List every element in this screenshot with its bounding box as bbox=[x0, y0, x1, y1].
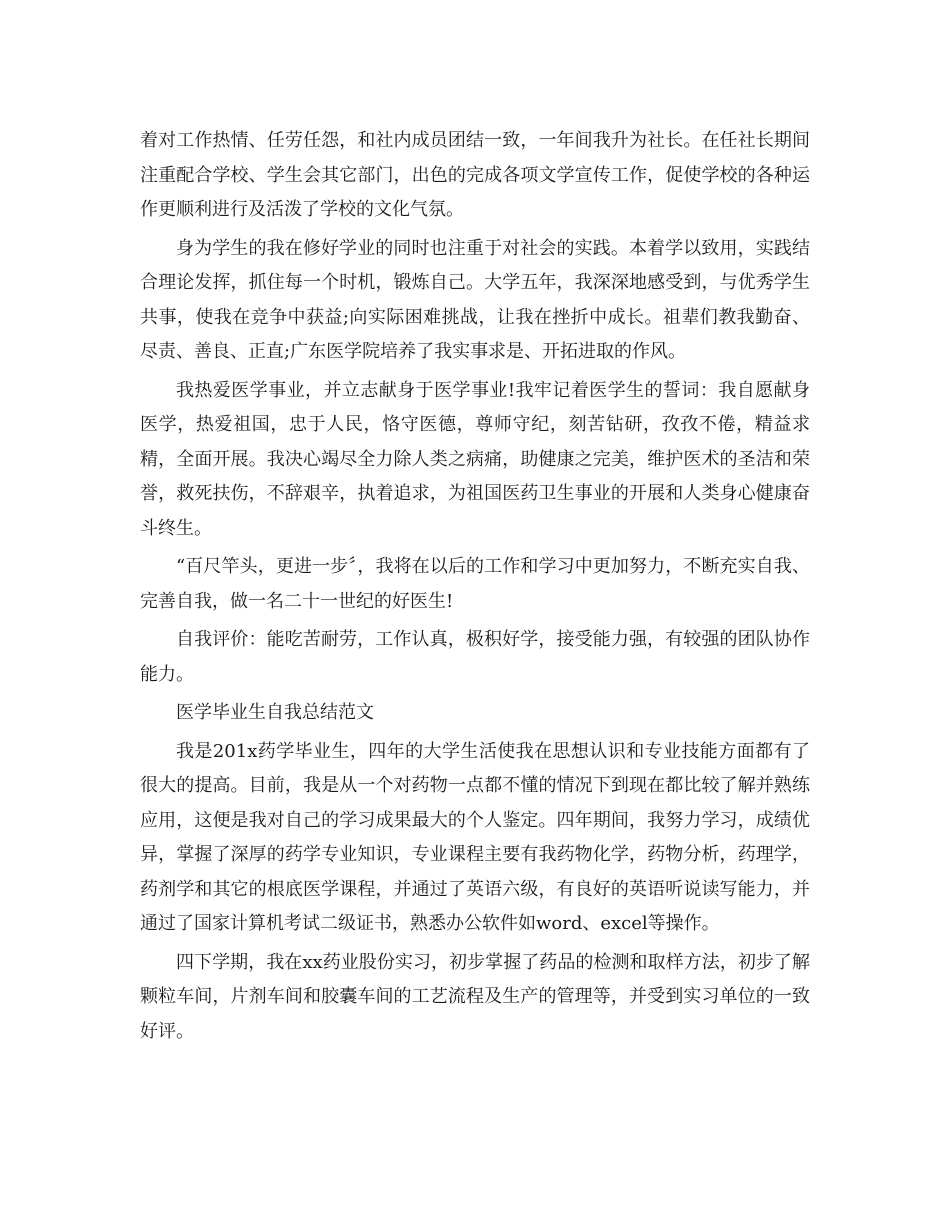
paragraph-medical-oath: 我热爱医学事业，并立志献身于医学事业!我牢记着医学生的誓词：我自愿献身医学，热爱祖国，忠于人民，恪守医德，尊师守纪，刻苦钻研，孜孜不倦，精益求精，全面开展。我决心竭尽全力除人类之病痛，助健康之完美，维护医术的圣洁和荣誉，救死扶伤，不辞艰辛，执着追求，为祖国医药卫生事业的开展和人类身心健康奋斗终生。 bbox=[140, 379, 810, 539]
paragraph-self-evaluation: 自我评价：能吃苦耐劳，工作认真，极积好学，接受能力强，有较强的团队协作能力。 bbox=[140, 629, 810, 685]
paragraph-motto: “百尺竿头，更进一步〞，我将在以后的工作和学习中更加努力，不断充实自我、完善自我，做一名二十一世纪的好医生! bbox=[140, 556, 810, 612]
section-title: 医学毕业生自我总结范文 bbox=[176, 702, 374, 723]
paragraph-social-practice: 身为学生的我在修好学业的同时也注重于对社会的实践。本着学以致用，实践结合理论发挥，抓住每一个时机，锻炼自己。大学五年，我深深地感受到，与优秀学生共事，使我在竞争中获益;向实际困难挑战，让我在挫折中成长。祖辈们教我勤奋、尽责、善良、正直;广东医学院培养了我实事求是、开拓进取的作风。 bbox=[140, 237, 810, 362]
paragraph-continuation: 着对工作热情、任劳任怨，和社内成员团结一致，一年间我升为社长。在任社长期间注重配合学校、学生会其它部门，出色的完成各项文学宣传工作，促使学校的各种运作更顺利进行及活泼了学校的文化气氛。 bbox=[140, 130, 810, 220]
document-body bbox=[140, 124, 810, 1053]
paragraph-internship: 四下学期，我在xx药业股份实习，初步掌握了药品的检测和取样方法，初步了解颗粒车间，片剂车间和胶囊车间的工艺流程及生产的管理等，并受到实习单位的一致好评。 bbox=[140, 951, 810, 1042]
paragraph-pharmacy-graduate: 我是201x药学毕业生，四年的大学生活使我在思想认识和专业技能方面都有了很大的提高。目前，我是从一个对药物一点都不懂的情况下到现在都比较了解并熟练应用，这便是我对自己的学习成果最大的个人鉴定。四年期间，我努力学习，成绩优异，掌握了深厚的药学专业知识，专业课程主要有我药物化学，药物分析，药理学，药剂学和其它的根底医学课程，并通过了英语六级，有良好的英语听说读写能力，并通过了国家计算机考试二级证书，熟悉办公软件如word、excel等操作。 bbox=[140, 740, 810, 934]
